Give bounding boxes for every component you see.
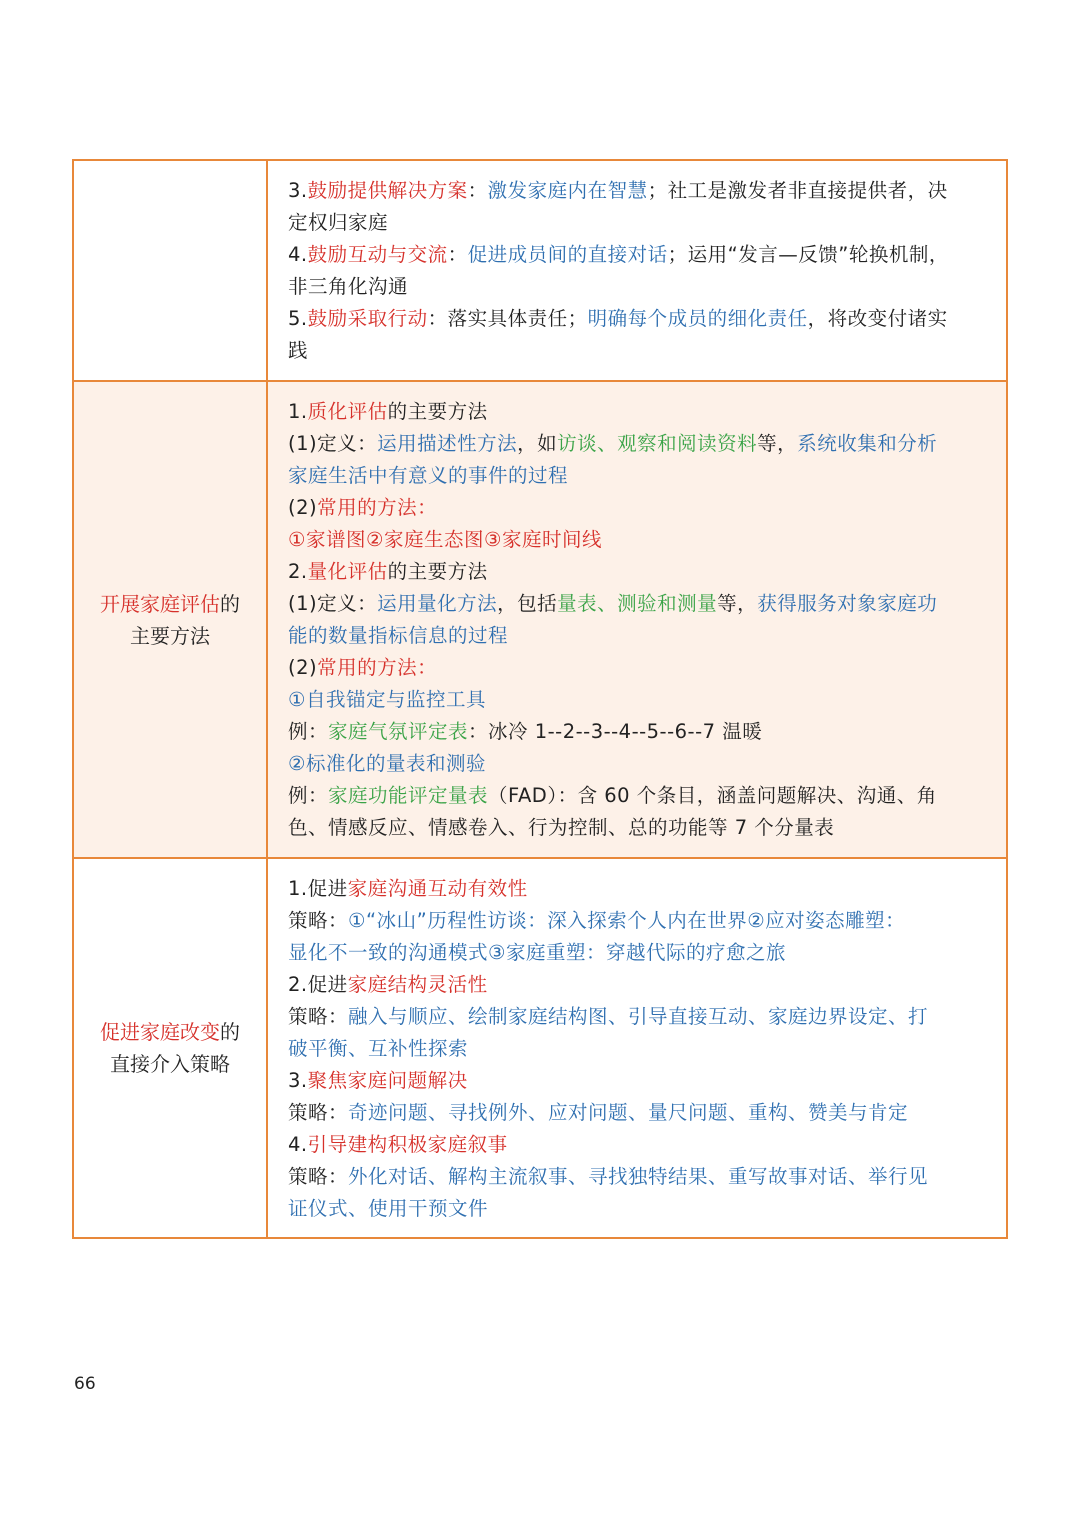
text-segment: 能的数量指标信息的过程 — [288, 624, 509, 647]
content-line — [288, 812, 988, 844]
text-segment: (2) — [288, 496, 318, 519]
row-heading — [74, 161, 268, 380]
content-line — [288, 652, 988, 684]
content-line — [288, 969, 988, 1001]
content-line — [288, 1065, 988, 1097]
content-line — [288, 271, 988, 303]
text-segment: 策略： — [288, 1101, 349, 1124]
text-segment: ②标准化的量表和测验 — [288, 752, 486, 775]
text-segment: ：落实具体责任； — [427, 307, 588, 330]
content-line — [288, 492, 988, 524]
content-line — [288, 556, 988, 588]
table-row — [74, 380, 1006, 857]
text-segment: 2. — [288, 560, 308, 583]
text-segment: 非三角化沟通 — [288, 275, 409, 298]
content-line — [288, 620, 988, 652]
text-segment: 激发家庭内在智慧 — [487, 179, 648, 202]
text-segment: 鼓励提供解决方案 — [307, 179, 468, 202]
content-line — [288, 684, 988, 716]
text-segment: 4. — [288, 1133, 308, 1156]
text-segment: 等， — [757, 432, 798, 455]
text-segment: 明确每个成员的细化责任 — [587, 307, 808, 330]
text-segment: 的主要方法 — [387, 560, 488, 583]
heading-text: 主要方法 — [130, 623, 210, 648]
content-line — [288, 1001, 988, 1033]
text-segment: 例： — [288, 720, 329, 743]
text-segment: 2.促进 — [288, 973, 348, 996]
content-line — [288, 905, 988, 937]
text-segment: ①家谱图②家庭生态图③家庭时间线 — [288, 528, 602, 551]
content-line — [288, 588, 988, 620]
text-segment: 融入与顺应、绘制家庭结构图、引导直接互动、家庭边界设定、打 — [348, 1005, 929, 1028]
text-segment: 常用的方法： — [317, 496, 438, 519]
table-row — [74, 161, 1006, 380]
text-segment: 奇迹问题、寻找例外、应对问题、量尺问题、重构、赞美与肯定 — [348, 1101, 909, 1124]
text-segment: ，包括 — [497, 592, 558, 615]
heading-text: 促进家庭改变 — [100, 1020, 220, 1044]
content-line — [288, 460, 988, 492]
content-line — [288, 937, 988, 969]
text-segment: 证仪式、使用干预文件 — [288, 1197, 489, 1220]
text-segment: 5. — [288, 307, 308, 330]
text-segment: 的主要方法 — [387, 400, 488, 423]
text-segment: 策略： — [288, 1165, 349, 1188]
text-segment: 家庭生活中有意义的事件的过程 — [288, 464, 569, 487]
text-segment: 1. — [288, 400, 308, 423]
content-line — [288, 239, 988, 271]
text-segment: 等， — [717, 592, 758, 615]
text-segment: 质化评估 — [307, 400, 388, 423]
text-segment: 色、情感反应、情感卷入、行为控制、总的功能等 7 个分量表 — [288, 816, 835, 839]
text-segment: ： — [467, 179, 488, 202]
text-segment: 系统收集和分析 — [797, 432, 938, 455]
text-segment: (2) — [288, 656, 318, 679]
text-segment: 践 — [288, 339, 309, 362]
content-line — [288, 780, 988, 812]
text-segment: 显化不一致的沟通模式③家庭重塑：穿越代际的疗愈之旅 — [288, 941, 786, 964]
text-segment: ；社工是激发者非直接提供者，决 — [647, 179, 948, 202]
text-segment: 量化评估 — [307, 560, 388, 583]
content-line — [288, 716, 988, 748]
text-segment: ，如 — [517, 432, 558, 455]
text-segment: 聚焦家庭问题解决 — [307, 1069, 468, 1092]
content-line — [288, 1129, 988, 1161]
content-line — [288, 335, 988, 367]
text-segment: 4. — [288, 243, 308, 266]
text-segment: 运用量化方法 — [377, 592, 498, 615]
text-segment: （FAD）：含 60 个条目，涵盖问题解决、沟通、角 — [488, 784, 937, 807]
row-content — [268, 859, 1006, 1237]
text-segment: ；运用“发言—反馈”轮换机制， — [667, 243, 949, 266]
text-segment: 策略： — [288, 909, 349, 932]
text-segment: 鼓励采取行动 — [307, 307, 428, 330]
text-segment: ，将改变付诸实 — [807, 307, 948, 330]
text-segment: ：冰冷 1--2--3--4--5--6--7 温暖 — [468, 720, 763, 743]
content-line — [288, 175, 988, 207]
text-segment: 运用描述性方法 — [377, 432, 518, 455]
text-segment: 引导建构积极家庭叙事 — [307, 1133, 508, 1156]
content-line — [288, 873, 988, 905]
content-line — [288, 1193, 988, 1225]
text-segment: ①自我锚定与监控工具 — [288, 688, 486, 711]
text-segment: 家庭气氛评定表 — [328, 720, 469, 743]
text-segment: 家庭沟通互动有效性 — [347, 877, 528, 900]
page-number: 66 — [74, 1374, 96, 1394]
content-line — [288, 1033, 988, 1065]
table-row — [74, 857, 1006, 1237]
content-line — [288, 524, 988, 556]
row-content — [268, 161, 1006, 380]
text-segment: 外化对话、解构主流叙事、寻找独特结果、重写故事对话、举行见 — [348, 1165, 929, 1188]
content-table — [72, 159, 1008, 1239]
text-segment: 例： — [288, 784, 329, 807]
text-segment: 量表、测验和测量 — [557, 592, 718, 615]
heading-text: 的 — [220, 591, 240, 616]
row-heading — [74, 859, 268, 1237]
text-segment: 促进成员间的直接对话 — [467, 243, 668, 266]
text-segment: (1)定义： — [288, 592, 378, 615]
text-segment: ： — [447, 243, 468, 266]
content-line — [288, 207, 988, 239]
text-segment: 1.促进 — [288, 877, 348, 900]
text-segment: 定权归家庭 — [288, 211, 389, 234]
row-heading — [74, 382, 268, 857]
text-segment: 家庭结构灵活性 — [347, 973, 488, 996]
text-segment: 3. — [288, 179, 308, 202]
content-line — [288, 303, 988, 335]
text-segment: 访谈、观察和阅读资料 — [557, 432, 758, 455]
text-segment: (1)定义： — [288, 432, 378, 455]
heading-text: 直接介入策略 — [110, 1052, 230, 1076]
heading-text: 的 — [220, 1020, 240, 1044]
content-line — [288, 396, 988, 428]
text-segment: 家庭功能评定量表 — [328, 784, 489, 807]
heading-text: 开展家庭评估 — [100, 591, 220, 616]
content-line — [288, 428, 988, 460]
text-segment: 常用的方法： — [317, 656, 438, 679]
text-segment: 3. — [288, 1069, 308, 1092]
text-segment: 鼓励互动与交流 — [307, 243, 448, 266]
text-segment: 破平衡、互补性探索 — [288, 1037, 469, 1060]
row-content — [268, 382, 1006, 857]
content-line — [288, 1097, 988, 1129]
content-line — [288, 748, 988, 780]
text-segment: ①“冰山”历程性访谈：深入探索个人内在世界②应对姿态雕塑： — [348, 909, 906, 932]
text-segment: 策略： — [288, 1005, 349, 1028]
text-segment: 获得服务对象家庭功 — [757, 592, 938, 615]
content-line — [288, 1161, 988, 1193]
